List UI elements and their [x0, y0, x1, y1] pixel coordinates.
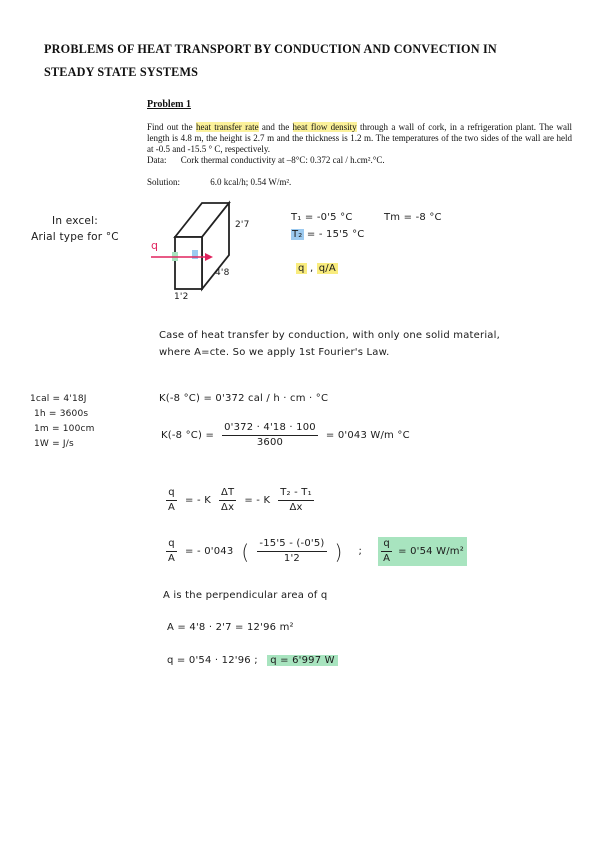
statement-text-1: Find out the [147, 122, 196, 132]
unknown-q-over-a: q/A [318, 263, 336, 274]
title-line-1: PROBLEMS OF HEAT TRANSPORT BY CONDUCTION AND CONVECTION IN [44, 42, 497, 56]
unknown-separator: , [306, 263, 317, 274]
conversion-cal: 1cal = 4'18J [30, 394, 87, 404]
solution-value: 6.0 kcal/h; 0.54 W/m². [210, 177, 292, 187]
fourier-law-equation [166, 486, 314, 515]
statement-text-3: through a wall of cork, in a refrigeration plant. The wall length is 4.8 m, the height is 2.7 m and the thickness is 1.2 m. The temperatures of the two sides of the wall are held at -0.5 and -15.5 ° C, respectively. [147, 122, 572, 154]
k-value-line: K(-8 °C) = 0'372 cal / h · cm · °C [159, 393, 329, 404]
fourier-tden: Δx [289, 502, 303, 513]
solution-line [147, 177, 291, 187]
case-line-1: Case of heat transfer by conduction, with only one solid material, [159, 330, 500, 341]
page-title [44, 38, 564, 84]
fourier-temperature-fraction [278, 486, 314, 515]
subst-num: -15'5 - (-0'5) [259, 538, 325, 549]
fourier-lhs-num: q [168, 487, 175, 498]
excel-note-line-2: Arial type for °C [31, 231, 119, 243]
conversion-watt: 1W = J/s [34, 439, 74, 449]
result-den: A [383, 553, 391, 564]
diagram-thickness-label: 1'2 [174, 292, 189, 302]
heat-rate-calc: q = 0'54 · 12'96 ; [167, 655, 258, 666]
data-value: Cork thermal conductivity at –8°C: 0.372 cal / h.cm².°C. [180, 155, 385, 165]
case-line-2: where A=cte. So we apply 1st Fourier's Law. [159, 347, 390, 358]
k-calculation [161, 421, 410, 450]
subst-lhs-num: q [168, 538, 175, 549]
fourier-dx: Δx [221, 502, 235, 513]
subst-fraction [257, 537, 326, 566]
subst-separator: ; [358, 546, 363, 557]
k-calc-numerator: 0'372 · 4'18 · 100 [224, 422, 316, 433]
result-value: = 0'54 W/m² [398, 546, 464, 557]
subst-eq: = - 0'043 [185, 546, 234, 557]
area-definition: A is the perpendicular area of q [163, 590, 328, 601]
fourier-tnum: T₂ - T₁ [280, 487, 312, 498]
unknown-q: q [298, 263, 305, 274]
diagram-q-label: q [151, 239, 159, 252]
problem-statement [147, 122, 572, 155]
fourier-gradient-fraction [219, 486, 236, 515]
k-calc-result: = 0'043 W/m °C [325, 430, 410, 441]
t2-symbol: T₂ [292, 229, 303, 240]
fourier-eq2: = - K [244, 495, 271, 506]
t2-line [291, 229, 364, 240]
k-calc-lhs: K(-8 °C) = [161, 430, 215, 441]
t1-value: T₁ = -0'5 °C [291, 212, 353, 223]
title-line-2: STEADY STATE SYSTEMS [44, 65, 199, 79]
subst-lhs-den: A [168, 553, 176, 564]
result-num: q [383, 538, 390, 549]
tm-value: Tm = -8 °C [384, 212, 442, 223]
result-fraction [381, 537, 392, 566]
q-over-a-result [378, 537, 467, 566]
heat-rate-result: q = 6'997 W [267, 655, 338, 666]
problem-heading: Problem 1 [147, 99, 191, 110]
subst-lhs-fraction [166, 537, 177, 566]
conversion-hour: 1h = 3600s [34, 409, 89, 419]
highlight-heat-transfer-rate: heat transfer rate [195, 122, 259, 132]
unit-conversions [30, 392, 95, 452]
data-line [147, 155, 385, 165]
fourier-eq1: = - K [185, 495, 211, 506]
diagram-height-label: 2'7 [235, 220, 250, 230]
cork-wall-diagram [145, 195, 270, 305]
conversion-meter: 1m = 100cm [34, 424, 95, 434]
highlight-heat-flow-density: heat flow density [292, 122, 357, 132]
statement-text-2: and the [258, 122, 293, 132]
case-description [159, 327, 500, 361]
subst-den: 1'2 [283, 553, 300, 564]
unknowns [296, 263, 338, 274]
fourier-lhs-fraction [166, 486, 177, 515]
fourier-dt: ΔT [220, 487, 235, 498]
substitution-equation: $\frac{q}{A}$ = - 0'043 ( $\frac{-15'5 - (-0'5)}{1'2}$ ) ; $\frac{q}{A}$ = 0'54 W/m² [166, 537, 467, 566]
heat-rate-line [167, 655, 338, 666]
diagram-length-label: 4'8 [215, 268, 230, 278]
k-calc-fraction [222, 421, 318, 450]
solution-label: Solution: [147, 177, 181, 187]
k-calc-denominator: 3600 [256, 437, 284, 448]
excel-note-line-1: In excel: [52, 215, 98, 227]
excel-note [20, 213, 130, 245]
area-calculation: A = 4'8 · 2'7 = 12'96 m² [167, 622, 294, 633]
wall-front-face [175, 237, 202, 289]
fourier-lhs-den: A [168, 502, 176, 513]
t2-value: = - 15'5 °C [303, 229, 365, 240]
data-label: Data: [147, 155, 167, 165]
